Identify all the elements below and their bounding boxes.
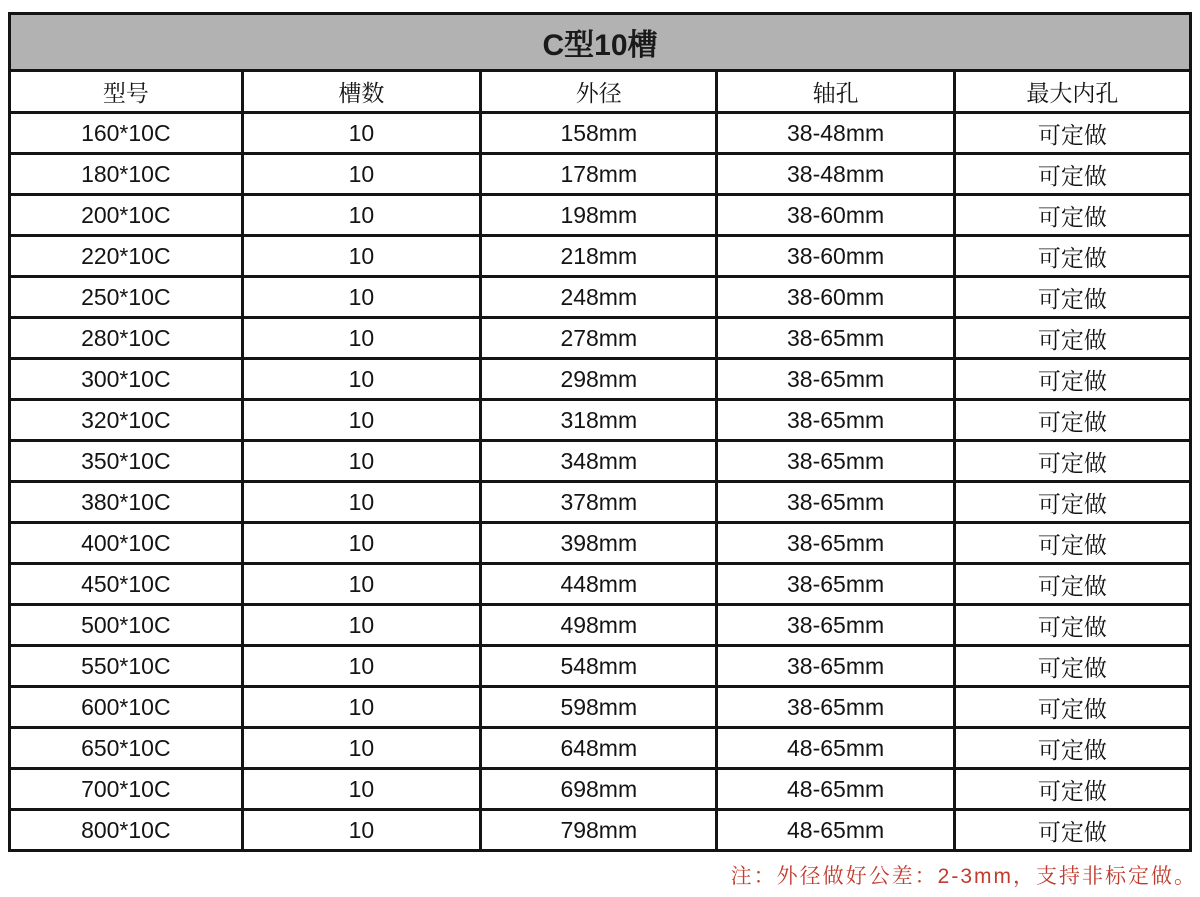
table-row [10,564,1191,605]
table-cell: 48-65mm [717,728,954,769]
table-row [10,400,1191,441]
table-cell: 38-65mm [717,646,954,687]
table-cell: 可定做 [954,441,1190,482]
table-cell: 38-48mm [717,154,954,195]
table-cell: 600*10C [10,687,243,728]
table-cell: 648mm [481,728,717,769]
table-row [10,113,1191,154]
table-cell: 10 [242,646,481,687]
table-cell: 10 [242,687,481,728]
table-cell: 400*10C [10,523,243,564]
table-row [10,236,1191,277]
table-row [10,359,1191,400]
table-row [10,646,1191,687]
table-cell: 218mm [481,236,717,277]
table-cell: 598mm [481,687,717,728]
header-row [10,71,1191,113]
table-cell: 38-65mm [717,318,954,359]
table-cell: 380*10C [10,482,243,523]
table-cell: 650*10C [10,728,243,769]
table-cell: 48-65mm [717,810,954,851]
table-cell: 可定做 [954,400,1190,441]
table-row [10,482,1191,523]
footnote: 注：外径做好公差：2-3mm，支持非标定做。 [730,865,1197,888]
column-header: 槽数 [242,71,481,113]
table-cell: 38-60mm [717,277,954,318]
table-cell: 38-65mm [717,441,954,482]
table-cell: 250*10C [10,277,243,318]
table-cell: 320*10C [10,400,243,441]
table-cell: 可定做 [954,564,1190,605]
table-cell: 10 [242,605,481,646]
table-row [10,318,1191,359]
table-cell: 160*10C [10,113,243,154]
title-row [10,14,1191,71]
table-cell: 298mm [481,359,717,400]
table-cell: 300*10C [10,359,243,400]
table-row [10,441,1191,482]
table-cell: 200*10C [10,195,243,236]
table-cell: 48-65mm [717,769,954,810]
table-cell: 38-65mm [717,687,954,728]
table-cell: 可定做 [954,236,1190,277]
table-cell: 可定做 [954,482,1190,523]
table-cell: 10 [242,523,481,564]
table-cell: 550*10C [10,646,243,687]
table-cell: 可定做 [954,769,1190,810]
column-header: 型号 [10,71,243,113]
table-cell: 10 [242,195,481,236]
table-cell: 38-65mm [717,400,954,441]
table-cell: 10 [242,318,481,359]
table-cell: 378mm [481,482,717,523]
table-cell: 498mm [481,605,717,646]
table-cell: 10 [242,564,481,605]
table-row [10,523,1191,564]
table-cell: 198mm [481,195,717,236]
table-cell: 700*10C [10,769,243,810]
table-cell: 38-65mm [717,482,954,523]
table-row [10,728,1191,769]
table-cell: 220*10C [10,236,243,277]
table-cell: 10 [242,441,481,482]
table-row [10,605,1191,646]
table-cell: 可定做 [954,359,1190,400]
table-cell: 可定做 [954,523,1190,564]
table-cell: 158mm [481,113,717,154]
table-cell: 可定做 [954,687,1190,728]
table-cell: 800*10C [10,810,243,851]
table-cell: 318mm [481,400,717,441]
table-cell: 698mm [481,769,717,810]
table-cell: 450*10C [10,564,243,605]
table-cell: 398mm [481,523,717,564]
table-cell: 278mm [481,318,717,359]
column-header: 外径 [481,71,717,113]
table-row [10,769,1191,810]
table-cell: 180*10C [10,154,243,195]
table-cell: 500*10C [10,605,243,646]
table-cell: 可定做 [954,318,1190,359]
column-header: 轴孔 [717,71,954,113]
table-cell: 可定做 [954,646,1190,687]
table-cell: 10 [242,400,481,441]
table-row [10,277,1191,318]
table-cell: 可定做 [954,810,1190,851]
table-cell: 548mm [481,646,717,687]
table-cell: 10 [242,482,481,523]
table-cell: 350*10C [10,441,243,482]
table-cell: 10 [242,810,481,851]
table-cell: 38-65mm [717,564,954,605]
table-cell: 10 [242,277,481,318]
table-cell: 10 [242,728,481,769]
table-cell: 448mm [481,564,717,605]
table-cell: 可定做 [954,277,1190,318]
table-cell: 10 [242,113,481,154]
spec-table [8,12,1192,852]
table-row [10,810,1191,851]
table-title: C型10槽 [10,14,1191,71]
table-cell: 10 [242,359,481,400]
table-cell: 38-60mm [717,195,954,236]
table-cell: 10 [242,236,481,277]
table-cell: 178mm [481,154,717,195]
column-header: 最大内孔 [954,71,1190,113]
table-row [10,195,1191,236]
table-cell: 可定做 [954,605,1190,646]
table-row [10,154,1191,195]
table-cell: 798mm [481,810,717,851]
table-cell: 可定做 [954,195,1190,236]
table-cell: 348mm [481,441,717,482]
table-cell: 280*10C [10,318,243,359]
table-cell: 38-60mm [717,236,954,277]
table-cell: 10 [242,154,481,195]
table-row [10,687,1191,728]
table-cell: 38-65mm [717,359,954,400]
table-cell: 可定做 [954,154,1190,195]
table-body [10,113,1191,851]
table-cell: 可定做 [954,113,1190,154]
table-cell: 可定做 [954,728,1190,769]
table-cell: 38-65mm [717,605,954,646]
table-cell: 248mm [481,277,717,318]
table-cell: 38-65mm [717,523,954,564]
table-cell: 10 [242,769,481,810]
table-cell: 38-48mm [717,113,954,154]
